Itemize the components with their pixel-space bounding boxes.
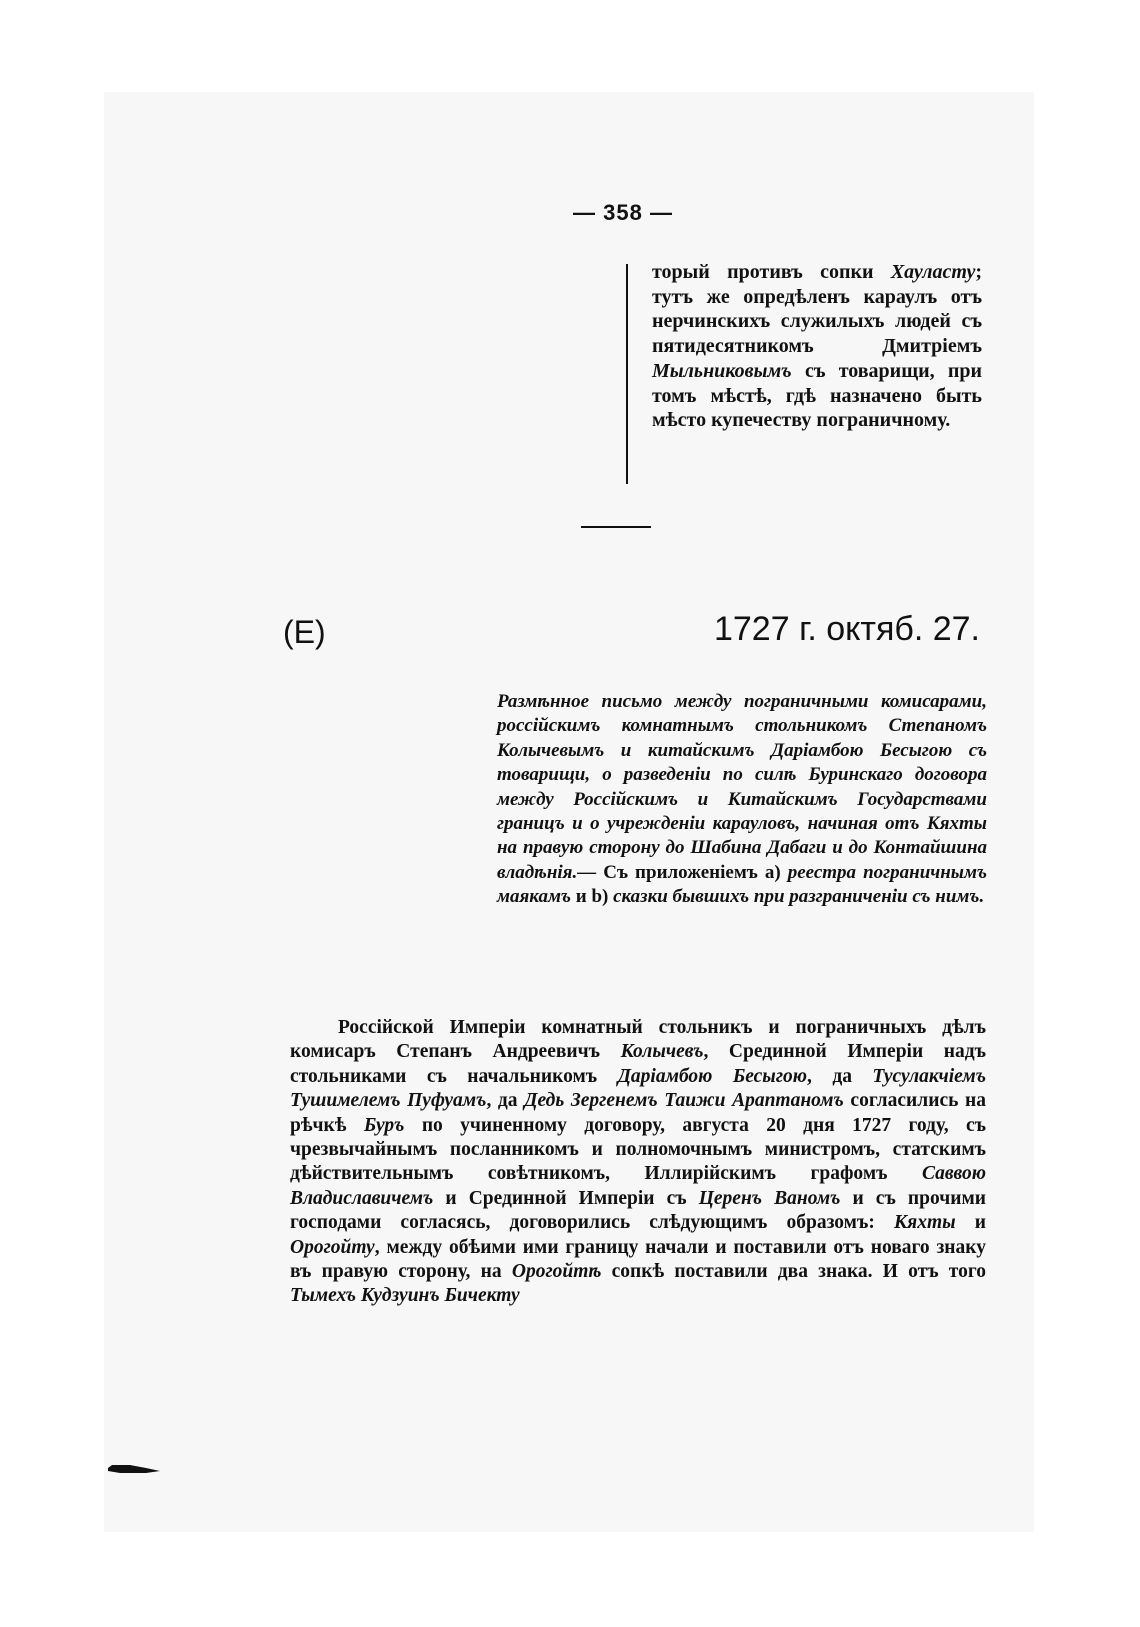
text-run: и съ прочими господами согласясь, договорились слѣдующимъ образомъ: — [290, 1187, 986, 1234]
text-run: и — [955, 1212, 986, 1234]
italic-name: Буръ — [363, 1114, 405, 1136]
section-date: 1727 г. октяб. 27. — [713, 610, 980, 648]
italic-name: Орогойтѣ — [511, 1261, 602, 1283]
margin-rule — [626, 264, 628, 484]
section-label: (Е) — [283, 614, 326, 650]
summary-roman-text: и b) — [571, 886, 614, 908]
text-run: согласились на рѣчкѣ — [290, 1090, 986, 1136]
text-run: и Срединной Имперіи съ — [433, 1187, 699, 1209]
pointing-hand-icon — [108, 1462, 160, 1476]
italic-name: Тусулакчіемъ Тушимелемъ Пуфуамъ — [290, 1065, 986, 1112]
summary-text: Размѣнное письмо между пограничными комисарами, россійскимъ комнатнымъ стольникомъ Степаномъ Колычевымъ и китайскимъ Даріамбою Бесыгою съ товарищи, о разведеніи по силѣ Буринскаго договора между Россійскимъ и Китайскимъ Государствами границъ и о учрежденіи карауловъ, начиная отъ Кяхты на правую сторону до Шабина Дабаги и до Контайшина владѣнія.— — [497, 691, 987, 883]
italic-name: Церенъ Ваномъ — [698, 1187, 841, 1209]
italic-name: Колычевъ — [620, 1041, 704, 1063]
text-run: ; тутъ же опредѣленъ караулъ отъ нерчинскихъ служилыхъ людей съ пятидесятникомъ Дмитріемъ — [652, 261, 982, 358]
text-run: , да — [486, 1090, 525, 1112]
italic-name: Тымехъ Кудзуинъ Бичекту — [290, 1285, 520, 1307]
italic-name: Даріамбою Бесыгою — [617, 1065, 808, 1087]
text-run: , между обѣими ими границу начали и поставили отъ новаго знаку въ правую сторону, на — [290, 1236, 986, 1283]
italic-name: Кяхты — [893, 1212, 956, 1234]
main-paragraph — [290, 1016, 986, 1309]
page-number: — 358 — — [573, 200, 673, 225]
text-run: торый противъ сопки — [652, 261, 891, 283]
section-divider — [581, 526, 651, 528]
text-run: по учиненному договору, августа 20 дня 1727 году, съ чрезвычайнымъ посланникомъ и полномочнымъ министромъ, статскимъ дѣйствительнымъ совѣтникомъ, Иллирійскимъ графомъ — [290, 1114, 986, 1185]
text-run: съ товарищи, при томъ мѣстѣ, гдѣ назначено быть мѣсто купечеству пограничному. — [652, 359, 982, 432]
summary-text: сказки бывшихъ при разграниченіи съ нимъ. — [613, 886, 985, 908]
text-run: сопкѣ поставили два знака. И отъ того — [601, 1261, 987, 1283]
italic-name: Орогойту — [290, 1236, 375, 1258]
document-summary — [497, 690, 987, 910]
continued-paragraph — [652, 260, 982, 433]
text-run: , Срединной Имперіи надъ стольниками съ начальникомъ — [290, 1041, 986, 1087]
italic-name: Мыльниковымъ — [652, 359, 792, 382]
text-run: , да — [807, 1065, 873, 1087]
summary-text: реестра пограничнымъ маякамъ — [497, 861, 987, 908]
italic-name: Дедь Зергенемъ Таижи Араптаномъ — [524, 1090, 844, 1112]
italic-name: Хауласту — [890, 261, 976, 283]
italic-name: Саввою Владиславичемъ — [290, 1163, 986, 1209]
text-run: Россійской Имперіи комнатный стольникъ и пограничныхъ дѣлъ комисаръ Степанъ Андреевичъ — [290, 1017, 986, 1063]
summary-roman-text: Съ приложеніемъ а) — [603, 861, 788, 883]
